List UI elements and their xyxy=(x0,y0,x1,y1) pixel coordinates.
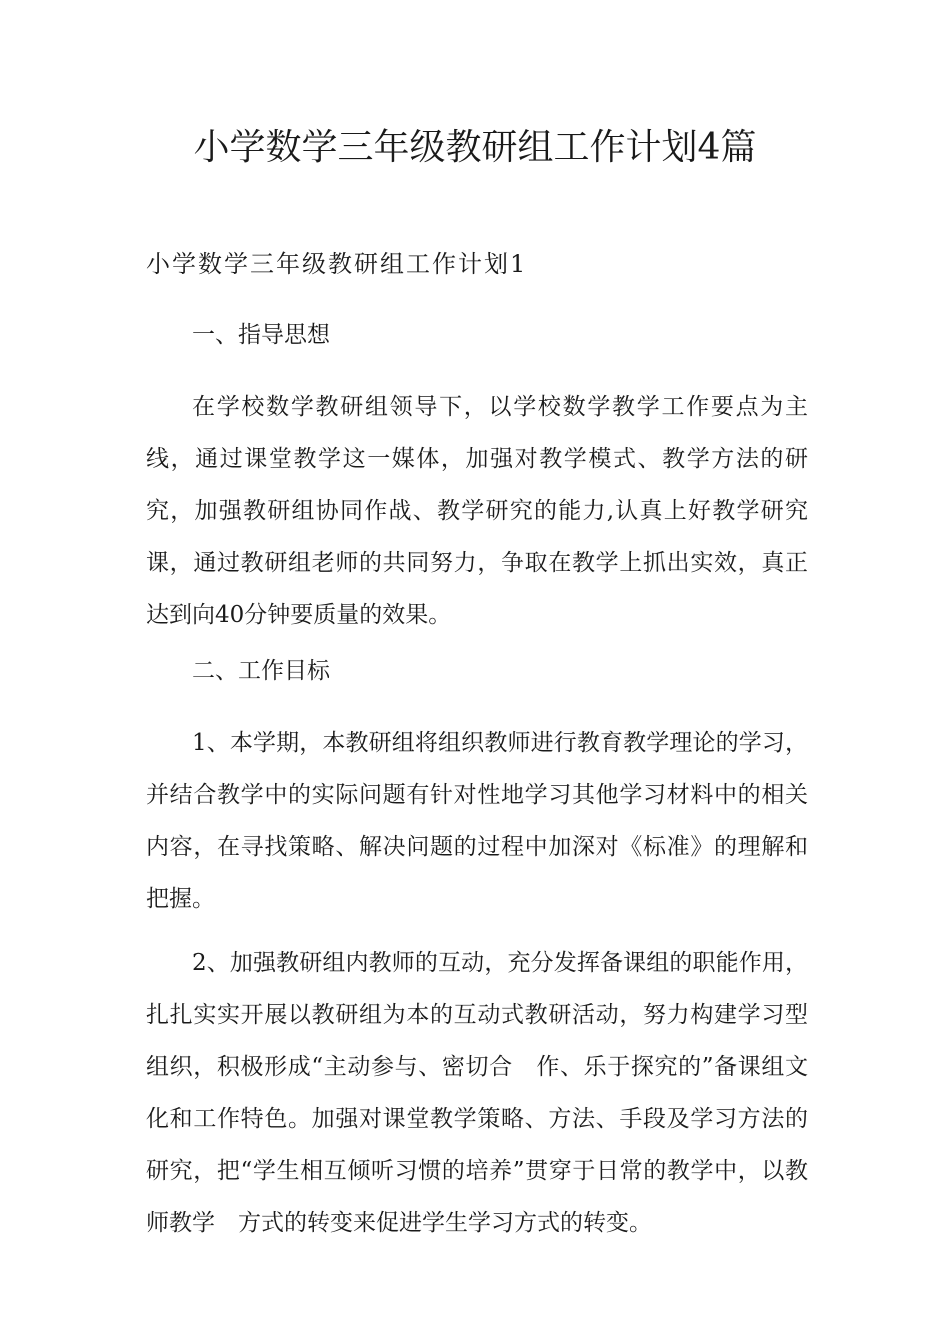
section-heading-guiding-ideology: 一、指导思想 xyxy=(192,322,330,348)
paragraph-goal-1: 1、本学期，本教研组将组织教师进行教育教学理论的学习，并结合教学中的实际问题有针对性地学习其他学习材料中的相关内容，在寻找策略、解决问题的过程中加深对《标准》的理解和把握。 xyxy=(146,730,808,912)
document-title: 小学数学三年级教研组工作计划4篇 xyxy=(193,127,757,168)
paragraph-guiding-ideology: 在学校数学教研组领导下，以学校数学教学工作要点为主线，通过课堂教学这一媒体，加强对教学模式、教学方法的研究，加强教研组协同作战、教学研究的能力,认真上好教学研究课，通过教研组老师的共同努力，争取在教学上抓出实效，真正达到向40分钟要质量的效果。 xyxy=(146,394,808,628)
plan-subtitle: 小学数学三年级教研组工作计划1 xyxy=(146,250,528,278)
section-heading-work-goals: 二、工作目标 xyxy=(192,658,330,684)
paragraph-goal-2: 2、加强教研组内教师的互动，充分发挥备课组的职能作用，扎扎实实开展以教研组为本的互动式教研活动，努力构建学习型组织，积极形成“主动参与、密切合 作、乐于探究的”备课组文化和工作特色。加强对课堂教学策略、方法、手段及学习方法的研究，把“学生相互倾听习惯的培养”贯穿于日常的教学中，以教师教学 方式的转变来促进学生学习方式的转变。 xyxy=(146,950,808,1236)
